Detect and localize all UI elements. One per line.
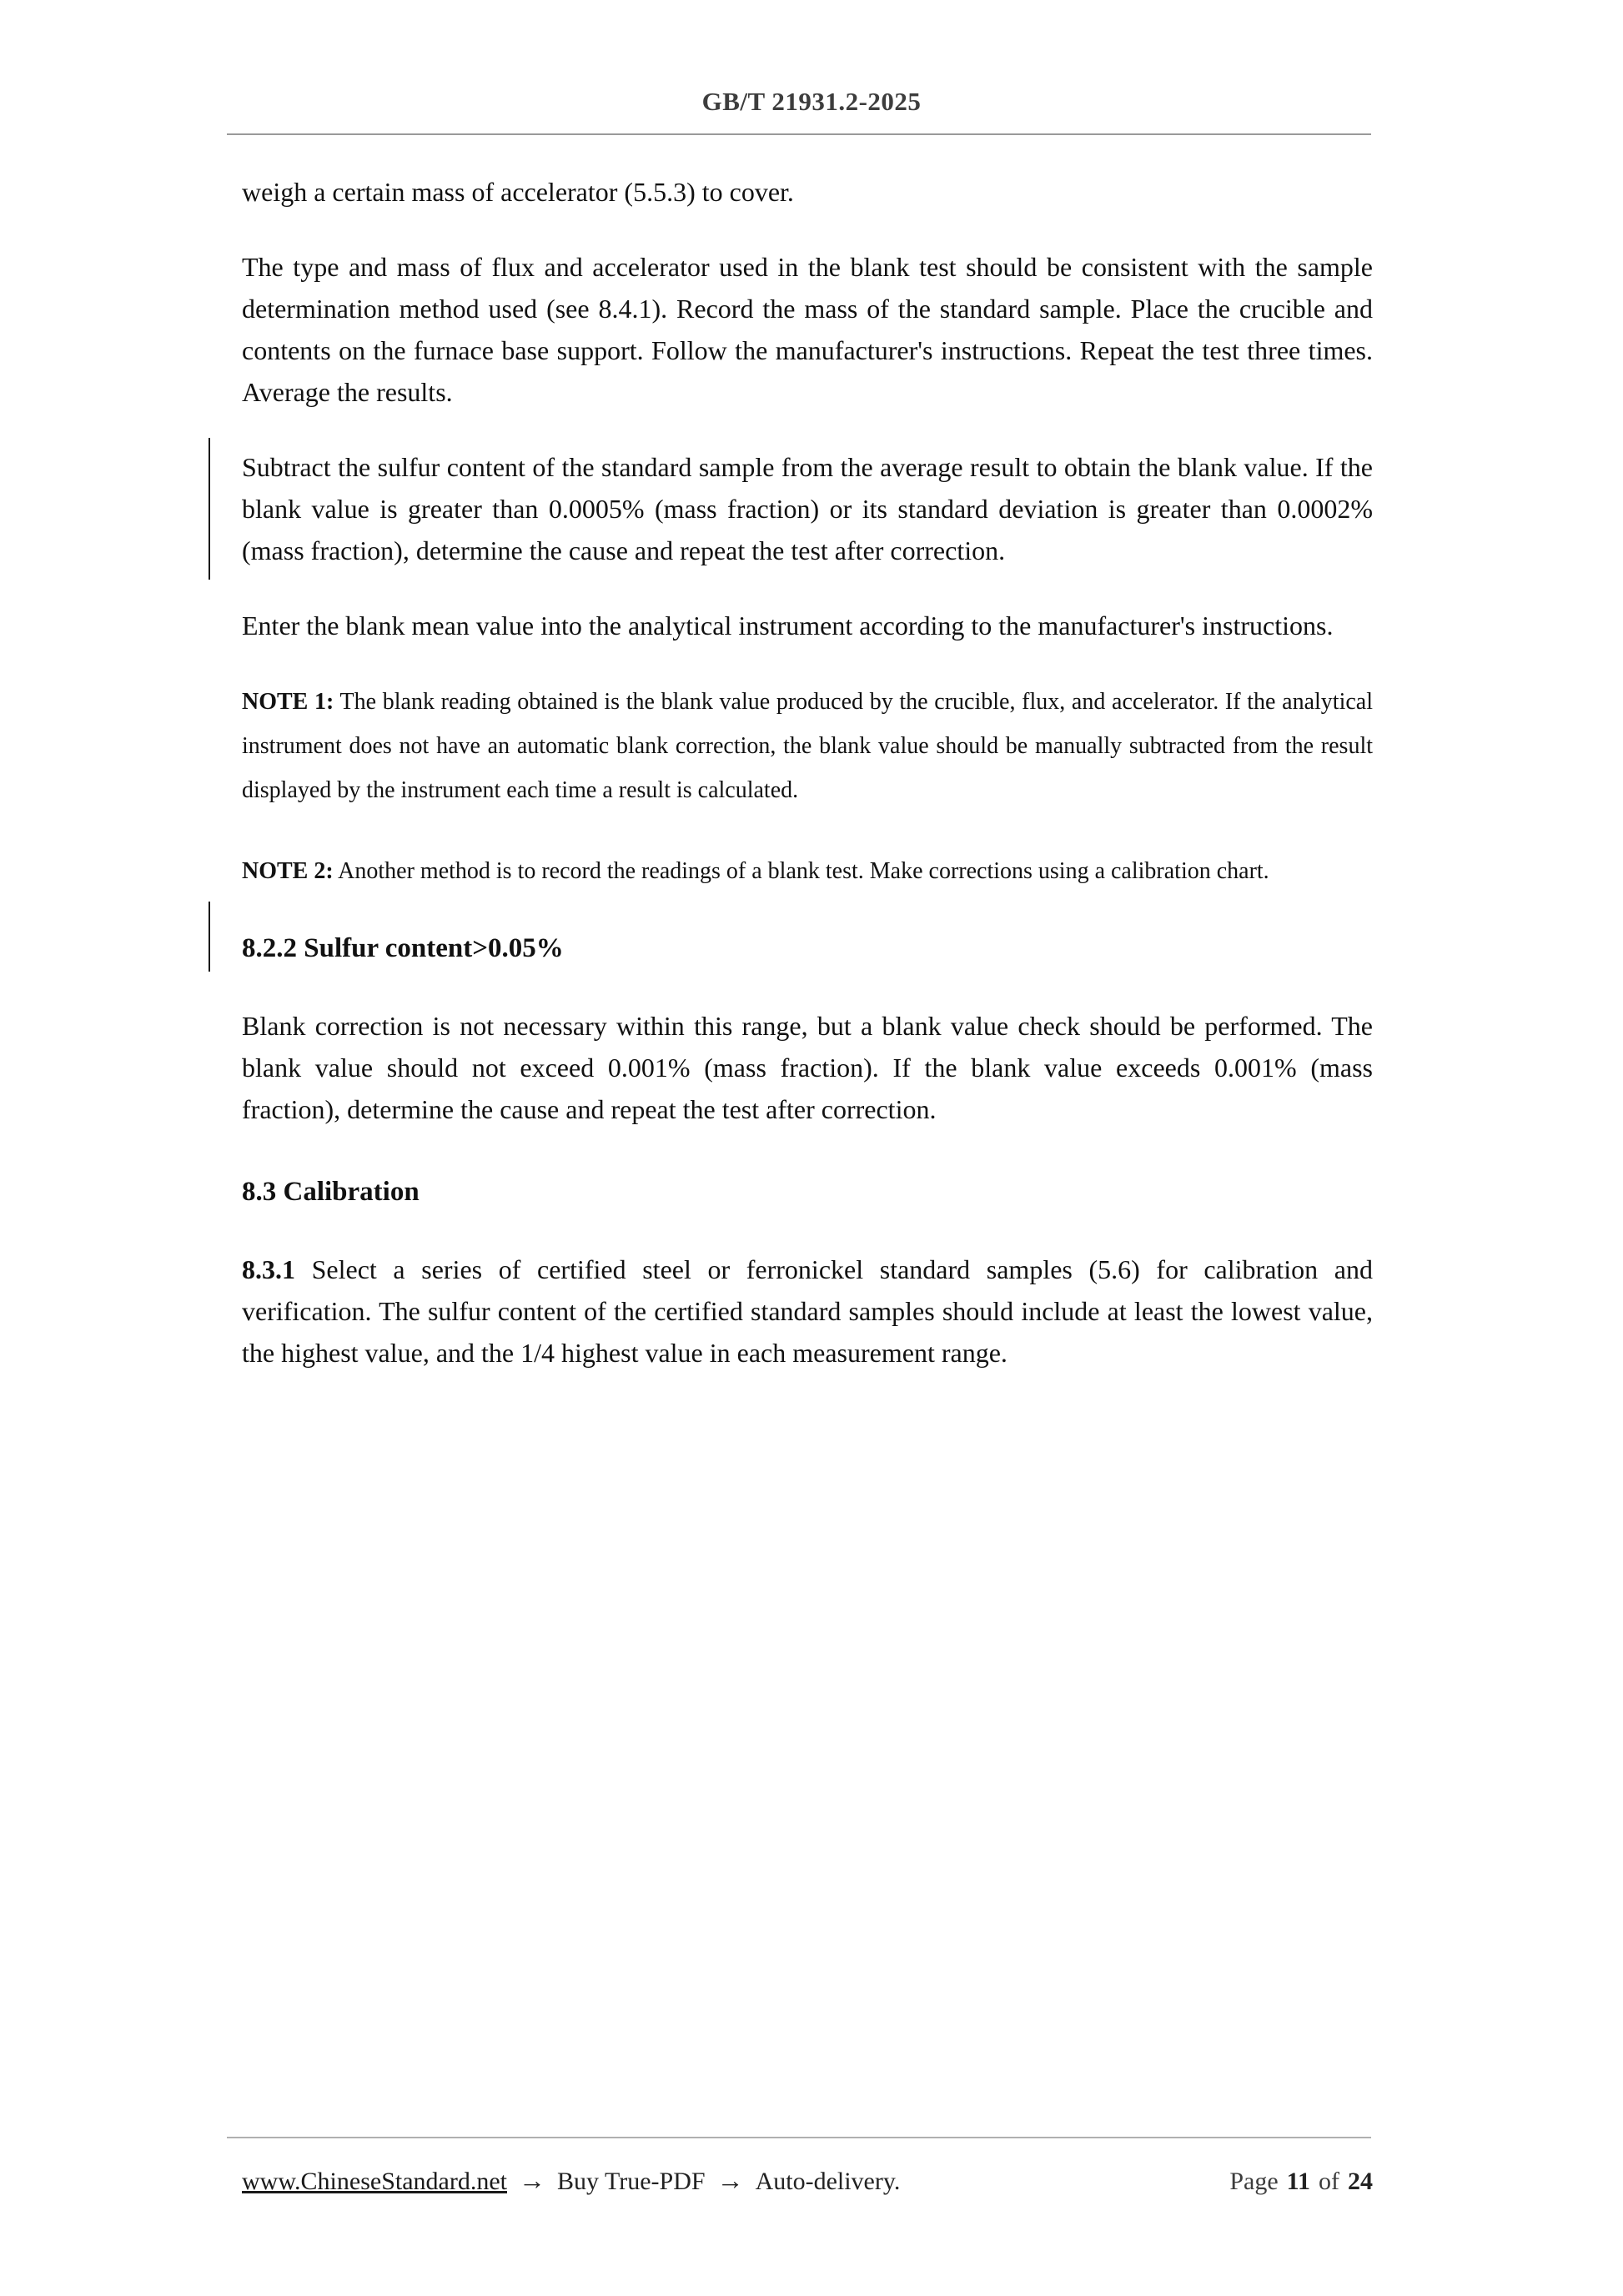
note-2-text: Another method is to record the readings of a blank test. Make corrections using a calibration chart. [338,858,1269,884]
note-2-label: NOTE 2: [242,858,334,884]
paragraph-subtract-sulfur: Subtract the sulfur content of the standard sample from the average result to obtain the blank value. If the blank value is greater than 0.0005% (mass fraction) or its standard deviation is greater than 0.0002% (mass fraction), determine the cause and repeat the test after correction. [242,446,1373,571]
paragraph-8-3-1 [242,1248,1373,1374]
paragraph-blank-correction-range: Blank correction is not necessary within this range, but a blank value check should be performed. The blank value should not exceed 0.001% (mass fraction). If the blank value exceeds 0.001% (mass fraction), determine the cause and repeat the test after correction. [242,1011,1373,1124]
page-total: 24 [1348,2168,1373,2195]
heading-8-2-2: 8.2.2 Sulfur content>0.05% [242,930,1373,967]
paragraph-accelerator: weigh a certain mass of accelerator (5.5.3) to cover. [242,177,794,207]
footer-divider [227,2137,1371,2138]
footer-buy-text: Buy True-PDF [557,2168,706,2195]
note-1-label: NOTE 1: [242,689,334,715]
note-1-text: The blank reading obtained is the blank value produced by the crucible, flux, and accelerator. If the analytical instrument does not have an automatic blank correction, the blank value should be manually subtracted from the result displayed by the instrument each time a result is calculated. [242,689,1373,803]
paragraph-enter-blank-mean: Enter the blank mean value into the analytical instrument according to the manufacturer's instructions. [242,610,1334,641]
page-of-label: of [1319,2168,1339,2195]
note-1 [242,680,1373,812]
document-number: GB/T 21931.2-2025 [701,87,922,116]
footer-promo [242,2165,900,2196]
page-number: 11 [1286,2168,1310,2195]
footer-website-link[interactable]: www.ChineseStandard.net [242,2168,507,2195]
paragraph-flux-and-accelerator: The type and mass of flux and accelerator used in the blank test should be consistent with the sample determination method used (see 8.4.1). Record the mass of the standard sample. Place the crucible and contents on the furnace base support. Follow the manufacturer's instructions. Repeat the test three times. Average the results. [242,252,1373,407]
arrow-icon: → [716,2165,744,2195]
footer-delivery-text: Auto-delivery. [755,2168,901,2195]
document-body [242,171,1373,1407]
page-footer [242,2165,1373,2196]
header-divider [227,133,1371,135]
paragraph-8-3-1-label: 8.3.1 [242,1254,295,1284]
note-2 [242,849,1373,893]
page-indicator [1229,2168,1373,2196]
heading-8-3-calibration: 8.3 Calibration [242,1177,420,1207]
paragraph-8-3-1-text: Select a series of certified steel or ferronickel standard samples (5.6) for calibration and verification. The sulfur content of the certified standard samples should include at least the lowest value, the highest value, and the 1/4 highest value in each measurement range. [242,1254,1374,1368]
arrow-icon: → [519,2165,545,2195]
page-label: Page [1229,2168,1279,2195]
